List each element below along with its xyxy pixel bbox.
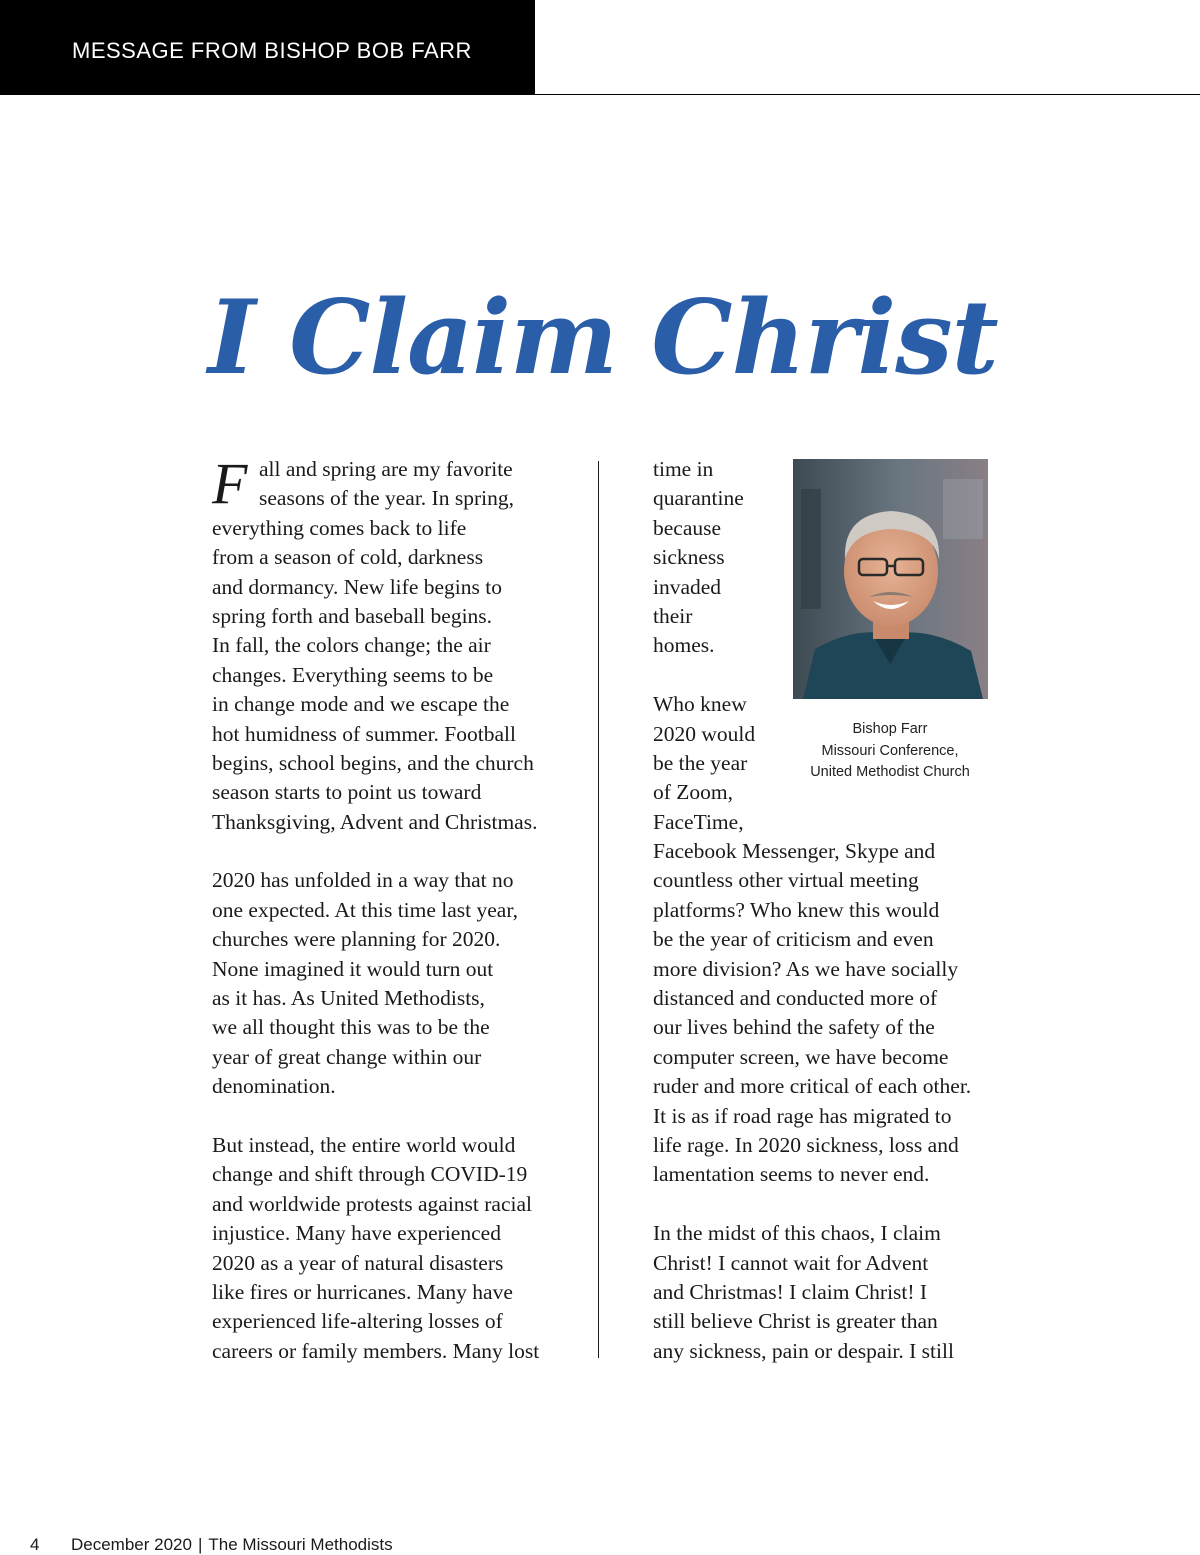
- text-line: computer screen, we have become: [653, 1044, 949, 1069]
- text-line: like fires or hurricanes. Many have: [212, 1279, 513, 1304]
- text-line: and worldwide protests against racial: [212, 1191, 533, 1216]
- text-line: But instead, the entire world would: [212, 1132, 516, 1157]
- text-line: of Zoom,: [653, 780, 734, 805]
- text-line: their: [653, 603, 693, 628]
- text-line: changes. Everything seems to be: [212, 662, 494, 687]
- page-footer: [30, 1535, 393, 1555]
- text-line: our lives behind the safety of the: [653, 1015, 935, 1040]
- text-line: lamentation seems to never end.: [653, 1162, 930, 1187]
- text-line: as it has. As United Methodists,: [212, 986, 485, 1011]
- text-line: platforms? Who knew this would: [653, 897, 940, 922]
- text-line: one expected. At this time last year,: [212, 897, 519, 922]
- paragraph-gap: [212, 1102, 557, 1131]
- issue-date: December 2020: [71, 1535, 192, 1554]
- text-line: hot humidness of summer. Football: [212, 721, 516, 746]
- text-line: any sickness, pain or despair. I still: [653, 1338, 954, 1363]
- caption-name: Bishop Farr: [852, 721, 928, 737]
- text-line: countless other virtual meeting: [653, 868, 919, 893]
- text-line: and dormancy. New life begins to: [212, 574, 502, 599]
- text-line: time in: [653, 457, 714, 481]
- paragraph-gap: [212, 837, 557, 866]
- text-line: begins, school begins, and the church: [212, 750, 534, 775]
- text-line: experienced life-altering losses of: [212, 1309, 503, 1334]
- page-number: 4: [30, 1535, 40, 1554]
- text-line: denomination.: [212, 1074, 336, 1099]
- drop-cap: F: [212, 451, 248, 516]
- text-line: life rage. In 2020 sickness, loss and: [653, 1132, 959, 1157]
- text-line: season starts to point us toward: [212, 780, 482, 805]
- text-line: It is as if road rage has migrated to: [653, 1103, 952, 1128]
- text-line: quarantine: [653, 486, 744, 511]
- text-line: In the midst of this chaos, I claim: [653, 1221, 941, 1246]
- text-line: Christ! I cannot wait for Advent: [653, 1250, 929, 1275]
- paragraph-gap: [653, 1190, 993, 1219]
- text-line: and Christmas! I claim Christ! I: [653, 1279, 928, 1304]
- column-divider: [598, 461, 599, 1358]
- text-line: more division? As we have socially: [653, 956, 959, 981]
- text-line: we all thought this was to be the: [212, 1015, 490, 1040]
- footer-separator: |: [197, 1535, 203, 1554]
- text-line: in change mode and we escape the: [212, 692, 510, 717]
- text-line: careers or family members. Many lost: [212, 1338, 540, 1363]
- text-line: spring forth and baseball begins.: [212, 603, 493, 628]
- text-line: In fall, the colors change; the air: [212, 633, 491, 658]
- text-line: ruder and more critical of each other.: [653, 1074, 972, 1099]
- photo-caption: [790, 719, 990, 784]
- header-rule: [535, 94, 1200, 95]
- text-line: all and spring are my favorite: [259, 457, 513, 481]
- text-line: sickness: [653, 545, 725, 570]
- text-line: change and shift through COVID-19: [212, 1162, 528, 1187]
- text-line: because: [653, 515, 722, 540]
- portrait-photo-icon: [793, 459, 988, 699]
- text-line: seasons of the year. In spring,: [259, 486, 514, 511]
- text-line: injustice. Many have experienced: [212, 1221, 501, 1246]
- article-title: I Claim Christ: [208, 278, 998, 398]
- bishop-portrait-photo: [793, 459, 988, 699]
- text-line: 2020 has unfolded in a way that no: [212, 868, 514, 893]
- text-line: year of great change within our: [212, 1044, 482, 1069]
- publication-name: The Missouri Methodists: [208, 1535, 393, 1554]
- text-line: be the year of criticism and even: [653, 927, 934, 952]
- article-left-column: [212, 451, 557, 1366]
- text-line: invaded: [653, 574, 722, 599]
- text-line: FaceTime,: [653, 809, 744, 834]
- text-line: 2020 would: [653, 721, 756, 746]
- section-header-label: MESSAGE FROM BISHOP BOB FARR: [72, 38, 472, 63]
- text-line: still believe Christ is greater than: [653, 1309, 938, 1334]
- caption-conference: Missouri Conference,: [821, 742, 959, 759]
- text-line: Thanksgiving, Advent and Christmas.: [212, 809, 538, 834]
- text-line: 2020 as a year of natural disasters: [212, 1250, 504, 1275]
- text-line: from a season of cold, darkness: [212, 545, 484, 570]
- text-line: be the year: [653, 750, 748, 775]
- text-line: Facebook Messenger, Skype and: [653, 839, 936, 864]
- caption-church: United Methodist Church: [810, 764, 970, 780]
- text-line: distanced and conducted more of: [653, 986, 938, 1011]
- text-line: Who knew: [653, 692, 747, 717]
- text-line: everything comes back to life: [212, 515, 467, 540]
- text-line: churches were planning for 2020.: [212, 927, 501, 952]
- text-line: None imagined it would turn out: [212, 956, 494, 981]
- text-line: homes.: [653, 633, 715, 658]
